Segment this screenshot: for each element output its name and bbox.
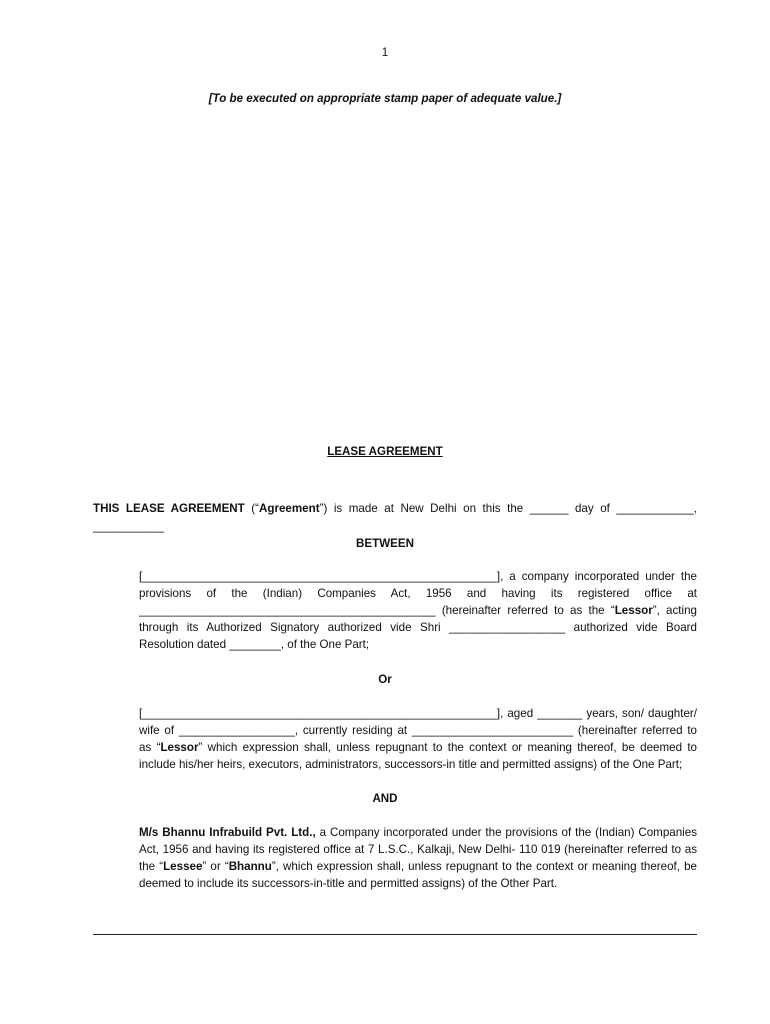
intro-open-quote: (“	[244, 502, 260, 515]
intro-rest: ”) is made at New Delhi on this the ______ day of ____________,	[319, 502, 697, 515]
lessor-individual-paragraph	[139, 705, 697, 773]
lessor-company-paragraph	[139, 568, 697, 653]
lessee-paragraph	[139, 824, 697, 892]
lessee-text-1: a Company incorporated under the provisions of the (Indian) Companies Act, 1956 and having its registered office at 7 L.S.C., Kalkaji, New Delhi- 110 019 (hereinafter referred to as the “	[139, 826, 697, 873]
and-heading: AND	[372, 792, 398, 805]
lessee-text-3: ”, which expression shall, unless repugnant to the context or meaning thereof, be deemed to include its successors-in-title and permitted assigns) of the Other Part.	[139, 860, 697, 890]
or-heading: Or	[378, 673, 392, 686]
intro-continuation: ___________	[93, 520, 164, 533]
page-number: 1	[381, 46, 389, 59]
stamp-paper-note: [To be executed on appropriate stamp paper of adequate value.]	[208, 92, 562, 105]
footer-divider	[93, 934, 697, 935]
lessee-company-name: M/s Bhannu Infrabuild Pvt. Ltd.,	[139, 826, 316, 839]
intro-agreement-term: Agreement	[259, 502, 320, 515]
lessor-individual-term: Lessor	[160, 741, 199, 754]
lessee-term: Lessee	[163, 860, 203, 873]
bhannu-term: Bhannu	[228, 860, 272, 873]
lessor-company-term: Lessor	[614, 604, 653, 617]
lessor-individual-text-2: ” which expression shall, unless repugnant to the context or meaning thereof, be deemed to include his/her heirs, executors, administrators, successors-in title and permitted assigns) of the One Part;	[139, 741, 698, 771]
between-heading: BETWEEN	[356, 537, 414, 550]
lessor-individual-text-1: [_______________________________________________________], aged _______ years, son/ daughter/ wife of __________________, currently residing at _________________________ (hereinafter referred to as “	[139, 707, 697, 754]
intro-paragraph	[93, 500, 697, 517]
intro-lead: THIS LEASE AGREEMENT	[93, 502, 245, 515]
lessor-company-text-1: [_______________________________________________________], a company incorporated under the provisions of the (Indian) Companies Act, 1956 and having its registered office at ______________________________________________ (hereinafter referred to as the “	[139, 570, 697, 617]
lessor-company-text-2: ”, acting through its Authorized Signatory authorized vide Shri __________________ authorized vide Board Resolution dated ________, of the One Part;	[139, 604, 697, 651]
lessee-text-2: ” or “	[202, 860, 229, 873]
document-title: LEASE AGREEMENT	[327, 445, 443, 458]
